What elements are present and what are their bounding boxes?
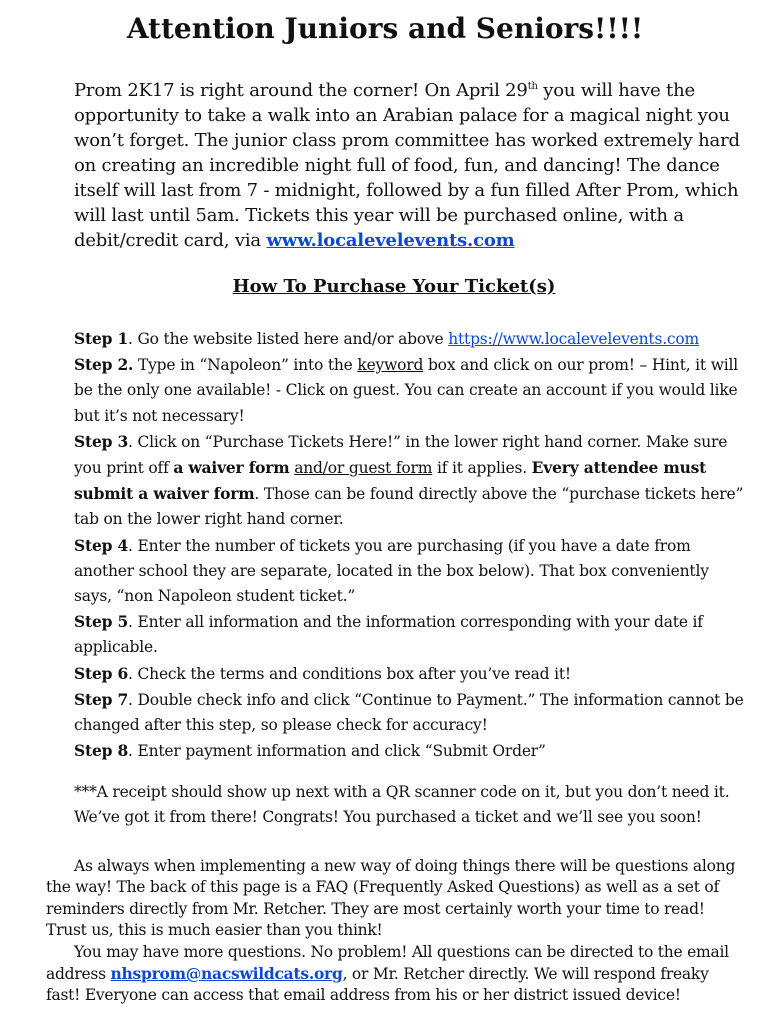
step-7 xyxy=(74,687,744,738)
intro-paragraph xyxy=(74,74,746,253)
step-4-text: . Enter the number of tickets you are purchasing (if you have a date from another school they are separate, located in the box below). That box conveniently says, “non Napoleon student ticket.” xyxy=(74,536,709,606)
keyword-term: keyword xyxy=(357,356,424,375)
step-1 xyxy=(74,326,744,352)
step-7-text: . Double check info and click “Continue to Payment.” The information cannot be changed after this step, so please check for accuracy! xyxy=(74,690,744,735)
date-ordinal: th xyxy=(527,81,538,92)
intro-text-continued: you will have the opportunity to take a walk into an Arabian palace for a magical night you won’t forget. The junior class prom committee has worked extremely hard on creating an incredible night full of food, fun, and dancing! The dance itself will last from 7 - midnight, followed by a fun filled After Prom, which will last until 5am. Tickets this year will be purchased online, with a debit/credit card, via xyxy=(74,80,740,251)
receipt-note: ***A receipt should show up next with a QR scanner code on it, but you don’t need it. We’ve got it from there! Congrats! You purchased a ticket and we’ll see you soon! xyxy=(74,783,730,827)
step-2 xyxy=(74,352,744,429)
step-6 xyxy=(74,661,744,687)
closing-text: You may have more questions. No problem! All questions can be directed to the email address xyxy=(46,942,729,984)
step-1-label: Step 1 xyxy=(74,329,129,348)
step-8-label: Step 8 xyxy=(74,741,129,761)
closing-paragraph-2 xyxy=(46,942,746,1007)
website-link[interactable]: www.localevelevents.com xyxy=(266,230,515,251)
email-link[interactable]: nhsprom@nacswildcats.org xyxy=(110,964,343,984)
intro-text: Prom 2K17 is right around the corner! On April 29 xyxy=(74,80,528,101)
steps-list xyxy=(74,326,744,764)
step-3-text: . Click on “Purchase Tickets Here!” in the lower right hand corner. Make sure you print off xyxy=(74,432,728,478)
step-3-text-c: . Those can be found directly above the “purchase tickets here” tab on the lower right hand corner. xyxy=(74,485,744,529)
step-4 xyxy=(74,533,744,610)
waiver-form-term: a waiver form xyxy=(173,458,290,478)
step-3-label: Step 3 xyxy=(74,431,129,451)
step-5-label: Step 5 xyxy=(74,612,129,632)
closing-text-continued: , or Mr. Retcher directly. We will respond freaky fast! Everyone can access that email address from his or her district issued device! xyxy=(46,965,709,1005)
step-8-text: . Enter payment information and click “Submit Order” xyxy=(128,742,546,761)
step-2-text: Type in “Napoleon” into the xyxy=(133,356,358,375)
closing-section xyxy=(46,856,746,1007)
step-1-website-link[interactable]: https://www.localevelevents.com xyxy=(448,330,700,348)
step-1-text: . Go the website listed here and/or above xyxy=(128,330,449,348)
step-5 xyxy=(74,609,744,660)
closing-paragraph-1: As always when implementing a new way of doing things there will be questions along the way! The back of this page is a FAQ (Frequently Asked Questions) as well as a set of reminders directly from Mr. Retcher. They are most certainly worth your time to read! Trust us, this is much easier than you think! xyxy=(46,857,736,940)
step-6-label: Step 6 xyxy=(74,663,129,683)
guest-form-term: and/or guest form xyxy=(294,459,433,478)
step-6-text: . Check the terms and conditions box after you’ve read it! xyxy=(128,664,571,683)
step-5-text: . Enter all information and the information corresponding with your date if applicable. xyxy=(74,613,703,657)
step-4-label: Step 4 xyxy=(74,535,129,555)
page-title: Attention Juniors and Seniors!!!! xyxy=(126,12,644,45)
how-to-heading: How To Purchase Your Ticket(s) xyxy=(232,276,556,297)
waiver-requirement: Every attendee must submit a waiver form xyxy=(74,458,707,504)
step-7-label: Step 7 xyxy=(74,689,129,709)
step-3 xyxy=(74,429,744,533)
step-3-text-b: if it applies. xyxy=(432,459,532,478)
step-8 xyxy=(74,738,744,764)
step-2-text-continued: box and click on our prom! – Hint, it will be the only one available! - Click on guest. You can create an account if you would like but it’s not necessary! xyxy=(74,356,739,425)
step-2-label: Step 2. xyxy=(74,355,134,375)
